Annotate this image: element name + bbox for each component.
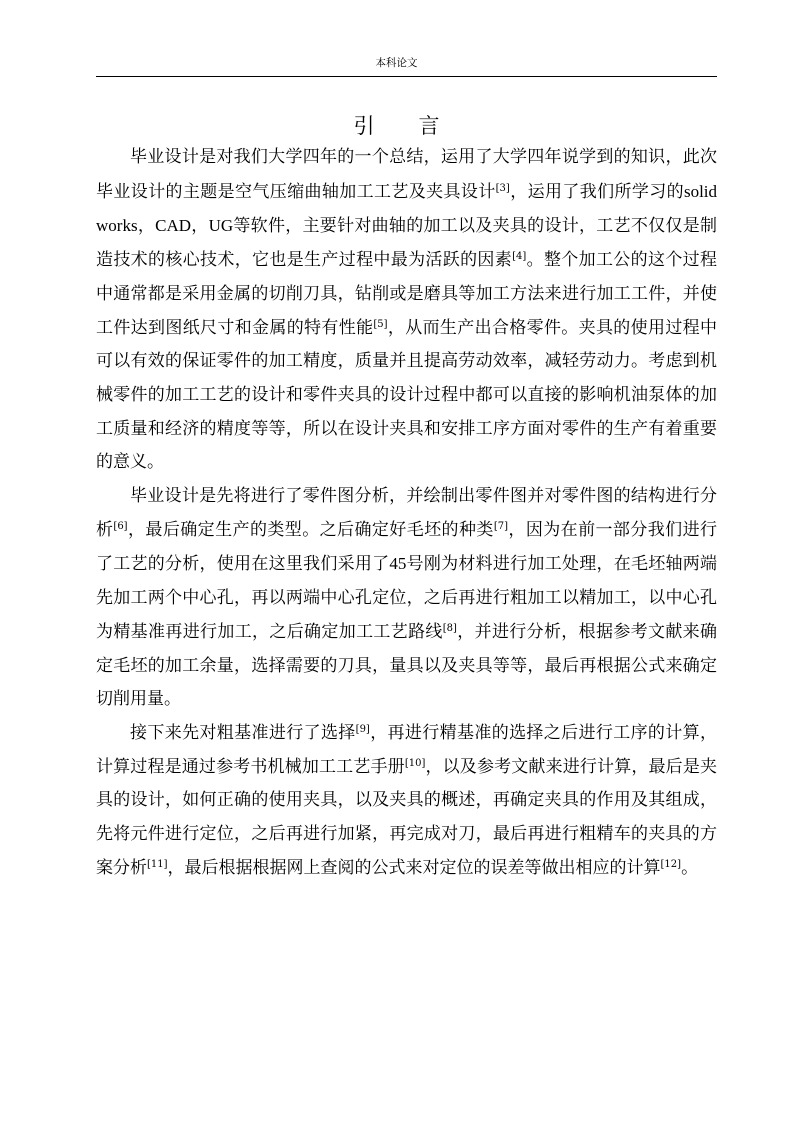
number-run: 45	[389, 554, 407, 574]
text-run: 毕业设计是对我们大学四年的一个总结，运用了大学四年说学到的知识，此次毕业设计的主题是空气压缩曲轴加工工艺及夹具设计	[96, 147, 717, 202]
title-char-1: 引	[353, 114, 375, 138]
citation: [4]	[512, 251, 527, 263]
citation: [11]	[147, 858, 168, 870]
text-run: ，并进行分析，根据参考文献来确定毛坯的加工余量，选择需要的刀具，量具以及夹具等等，最后再根据公式来确定切削用量。	[96, 621, 718, 710]
body-text	[96, 141, 717, 885]
citation: [10]	[404, 757, 426, 769]
text-run: 等软件，主要针对曲轴的加工以及夹具的设计，工艺不仅仅是制造技术的核心技术，它也是生产过程中最为活跃的因素	[96, 216, 717, 271]
citation: [7]	[493, 520, 508, 532]
paragraph-2	[96, 480, 717, 717]
text-run: 。整个加工公的这个过程中通常都是采用金属的切削刀具，钻削或是磨具等加工方法来进行加工工件，并使工件达到图纸尺寸和金属的特有性能	[96, 250, 717, 338]
text-run: ，最后根据根据网上查阅的公式来对定位的误差等做出相应的计算	[167, 857, 661, 878]
citation: [9]	[355, 723, 370, 735]
text-run: 。	[681, 857, 699, 878]
text-run: 接下来先对粗基准进行了选择	[130, 722, 356, 743]
text-run: 号刚为材料进行加工处理，在毛坯轴两端先加工两个中心孔，再以两端中心孔定位，之后再进行粗加工以精加工，以中心孔为精基准再进行加工，之后确定加工工艺路线	[96, 554, 718, 642]
running-header: 本科论文	[375, 57, 418, 69]
citation: [3]	[495, 182, 510, 194]
citation: [8]	[442, 622, 457, 634]
software-names: solid works，CAD，UG	[96, 181, 718, 236]
text-run: ，因为在前一部分我们进行了工艺的分析，使用在这里我们采用了	[96, 519, 718, 575]
section-title	[0, 112, 793, 140]
title-char-2: 言	[418, 114, 440, 138]
paragraph-1	[96, 141, 717, 480]
paragraph-3	[96, 717, 717, 886]
text-run: ，最后确定生产的类型。之后确定好毛坯的种类	[127, 519, 494, 540]
text-run: ，从而生产出合格零件。夹具的使用过程中可以有效的保证零件的加工精度，质量并且提高劳动效率，减轻劳动力。考虑到机械零件的加工工艺的设计和零件夹具的设计过程中都可以直接的影响机油泵体的加工质量和经济的精度等等，所以在设计夹具和安排工序方面对零件的生产有着重要的意义。	[96, 317, 717, 473]
text-run: 毕业设计是先将进行了零件图分析，并绘制出零件图并对零件图的结构进行分析	[96, 486, 717, 540]
citation: [5]	[373, 318, 388, 330]
header-rule	[96, 76, 717, 77]
text-run: ，以及参考文献来进行计算，最后是夹具的设计，如何正确的使用夹具，以及夹具的概述，再确定夹具的作用及其组成，先将元件进行定位，之后再进行加紧，再完成对刀，最后再进行粗精车的夹具的方案分析	[96, 756, 717, 878]
text-run: ，运用了我们所学习的	[509, 181, 684, 202]
citation: [12]	[660, 858, 682, 870]
text-run: ，再进行精基准的选择之后进行工序的计算，计算过程是通过参考书机械加工工艺手册	[96, 722, 718, 777]
citation: [6]	[113, 520, 128, 532]
